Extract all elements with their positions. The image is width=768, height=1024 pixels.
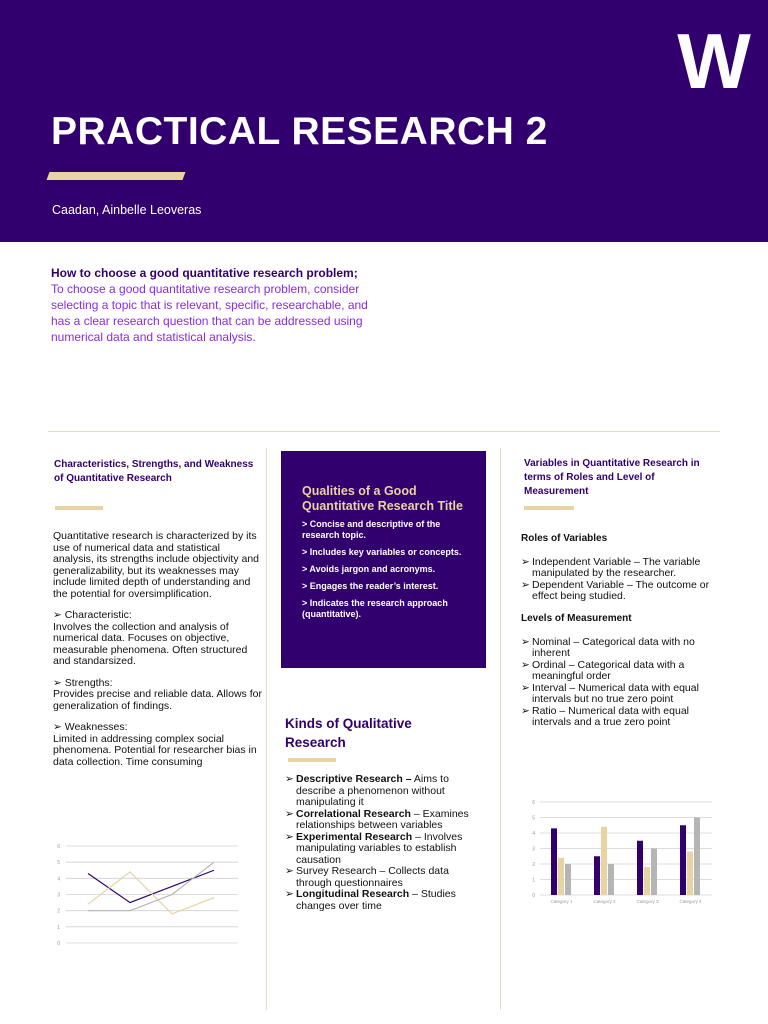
y-tick-label: 5 xyxy=(57,860,60,867)
y-tick-label: 4 xyxy=(532,831,535,837)
list-item: ➢ Correlational Research – Examines relationships between variables xyxy=(285,807,469,831)
arrow-bullet-icon: ➢ xyxy=(53,609,65,621)
y-tick-label: 3 xyxy=(57,892,60,899)
strengths-block xyxy=(53,678,263,713)
arrow-bullet-icon: ➢ xyxy=(521,635,530,648)
arrow-bullet-icon: ➢ xyxy=(285,830,294,843)
characteristic-block xyxy=(53,610,263,668)
list-item: ➢ Experimental Research – Involves manipulating variables to establish causation xyxy=(285,830,463,866)
list-item: ➢ Survey Research – Collects data through questionnaires xyxy=(285,865,449,889)
arrow-bullet-icon: ➢ xyxy=(285,888,294,900)
arrow-bullet-icon: ➢ xyxy=(521,578,530,591)
list-item: ➢ Nominal – Categorical data with no inherent xyxy=(521,635,695,659)
arrow-bullet-icon: ➢ xyxy=(53,721,65,733)
arrow-bullet-icon: ➢ xyxy=(285,807,294,820)
bar xyxy=(644,867,650,895)
arrow-bullet-icon: ➢ xyxy=(285,773,294,785)
svg-text:W: W xyxy=(677,28,751,92)
y-tick-label: 0 xyxy=(57,941,60,947)
intro-body: To choose a good quantitative research problem, consider selecting a topic that is relevant, specific, researchable, and has a clear research question that can be addressed using numerical data and statistical analysis. xyxy=(51,282,368,344)
bar xyxy=(687,852,693,895)
y-tick-label: 5 xyxy=(532,815,535,822)
kinds-list xyxy=(285,774,485,912)
column1-paragraph: Quantitative research is characterized by its use of numerical data and statistical analysis, its strengths include objectivity and generalizability, but its weaknesses may include limited depth of understanding and the potential for oversimplification. xyxy=(53,530,260,600)
qualities-item: > Indicates the research approach (quantitative). xyxy=(302,598,448,619)
qualities-list xyxy=(302,519,477,626)
column1-body xyxy=(53,531,263,778)
levels-section xyxy=(521,613,721,729)
roles-section xyxy=(521,533,721,603)
column1-accent-bar xyxy=(55,506,103,510)
bar xyxy=(680,825,686,895)
qualities-item: > Concise and descriptive of the research topic. xyxy=(302,519,441,540)
list-item: ➢ Ratio – Numerical data with equal intervals and a true zero point xyxy=(521,704,689,728)
qualities-box xyxy=(281,451,486,668)
weaknesses-block xyxy=(53,722,263,768)
kinds-accent-bar xyxy=(288,758,336,762)
bar xyxy=(637,841,643,895)
x-tick-label: Category 2 xyxy=(593,899,616,904)
x-tick-label: Category 4 xyxy=(679,899,702,904)
variables-heading: Variables in Quantitative Research in terms of Roles and Level of Measurement xyxy=(524,458,700,497)
bar xyxy=(558,858,564,895)
x-tick-label: Category 1 xyxy=(550,899,573,904)
arrow-bullet-icon: ➢ xyxy=(285,865,294,877)
university-logo xyxy=(668,28,760,92)
intro-heading: How to choose a good quantitative research problem; xyxy=(51,266,358,280)
variables-accent-bar xyxy=(524,506,574,510)
levels-heading: Levels of Measurement xyxy=(521,613,632,624)
column-divider-2 xyxy=(500,448,501,1010)
y-tick-label: 3 xyxy=(532,846,535,853)
characteristic-label: Characteristic: xyxy=(64,609,132,621)
y-tick-label: 2 xyxy=(532,862,535,868)
bar-chart xyxy=(526,794,716,906)
poster-title: PRACTICAL RESEARCH 2 xyxy=(51,110,548,153)
strengths-text: Provides precise and reliable data. Allows for generalization of findings. xyxy=(53,688,262,712)
author-name: Caadan, Ainbelle Leoveras xyxy=(52,203,202,217)
strengths-label: Strengths: xyxy=(64,676,113,689)
intro-section xyxy=(51,265,371,345)
bar xyxy=(601,827,607,895)
y-tick-label: 4 xyxy=(57,876,60,883)
list-item: ➢ Ordinal – Categorical data with a meaningful order xyxy=(521,658,685,682)
qualities-title: Qualities of a Good Quantitative Research Title xyxy=(302,484,463,513)
arrow-bullet-icon: ➢ xyxy=(521,704,530,717)
kinds-title: Kinds of Qualitative Research xyxy=(285,716,412,750)
bar xyxy=(651,849,657,896)
bar xyxy=(594,856,600,895)
bar xyxy=(694,818,700,896)
roles-list xyxy=(521,557,721,603)
qualities-item: > Engages the reader’s interest. xyxy=(302,581,439,591)
qualities-item: > Avoids jargon and acronyms. xyxy=(302,564,436,574)
section-divider xyxy=(48,431,720,432)
y-tick-label: 6 xyxy=(532,800,535,806)
list-item: ➢ Descriptive Research – Aims to describe a phenomenon without manipulating it xyxy=(285,773,449,808)
y-tick-label: 2 xyxy=(57,908,60,915)
characteristic-text: Involves the collection and analysis of numerical data. Focuses on objective, measurable phenomena. Often structured and standarsized. xyxy=(53,620,248,667)
arrow-bullet-icon: ➢ xyxy=(521,658,530,671)
y-tick-label: 0 xyxy=(532,893,535,899)
list-item: ➢ Interval – Numerical data with equal intervals but no true zero point xyxy=(521,681,699,705)
weaknesses-text: Limited in addressing complex social phenomena. Potential for researcher bias in data collection. Time consuming xyxy=(53,732,257,768)
arrow-bullet-icon: ➢ xyxy=(53,676,65,689)
bar xyxy=(565,864,571,895)
arrow-bullet-icon: ➢ xyxy=(521,681,530,694)
y-tick-label: 6 xyxy=(57,844,60,850)
bar xyxy=(551,828,557,895)
x-tick-label: Category 3 xyxy=(636,899,659,904)
levels-list xyxy=(521,637,721,729)
column1-heading: Characteristics, Strengths, and Weakness of Quantitative Research xyxy=(54,459,254,484)
header-banner xyxy=(0,0,768,242)
arrow-bullet-icon: ➢ xyxy=(521,555,530,568)
title-accent-bar xyxy=(47,172,186,180)
y-tick-label: 1 xyxy=(532,877,535,884)
qualities-item: > Includes key variables or concepts. xyxy=(302,547,462,557)
roles-heading: Roles of Variables xyxy=(521,533,608,544)
list-item: ➢ Independent Variable – The variable manipulated by the researcher. xyxy=(521,555,701,579)
weaknesses-label: Weaknesses: xyxy=(64,721,128,733)
list-item: ➢ Dependent Variable – The outcome or effect being studied. xyxy=(521,578,710,602)
series-line-1 xyxy=(88,870,214,902)
list-item: ➢ Longitudinal Research – Studies changes over time xyxy=(285,888,456,912)
bar xyxy=(608,864,614,895)
y-tick-label: 1 xyxy=(57,924,60,931)
column-divider-1 xyxy=(266,448,267,1010)
line-chart xyxy=(52,836,244,952)
